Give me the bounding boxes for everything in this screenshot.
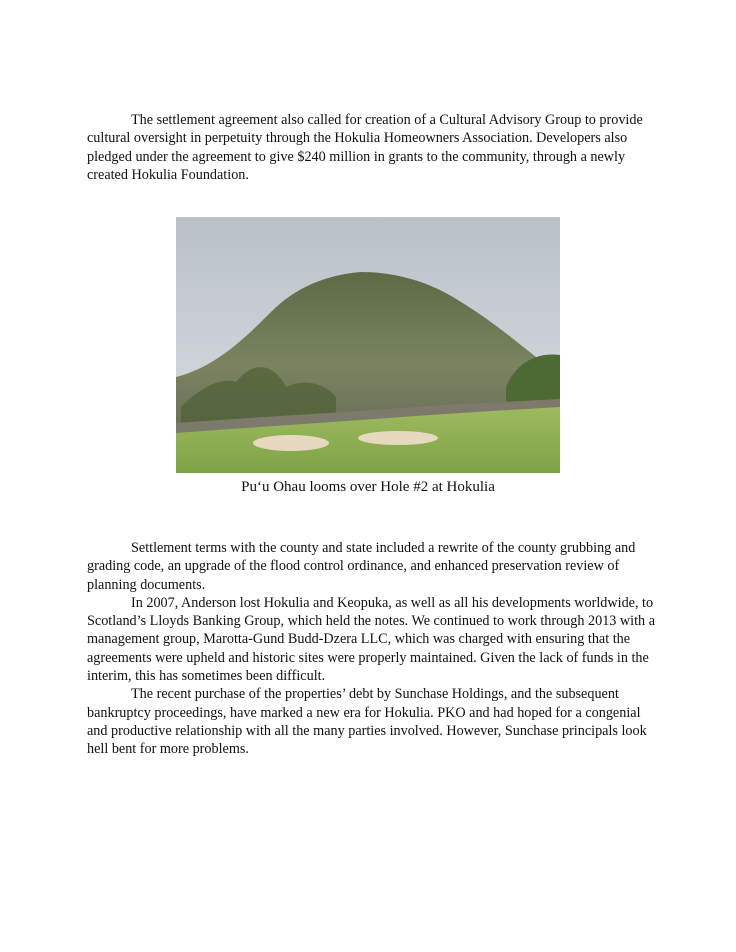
hill-golf-photo <box>176 217 560 473</box>
sand-bunker-left <box>253 435 329 451</box>
intro-text-block <box>87 111 659 184</box>
paragraph-anderson-2007: In 2007, Anderson lost Hokulia and Keopuka, as well as all his developments worldwide, to Scotland’s Lloyds Banking Group, which held the notes. We continued to work through 2013 with a management group, Marotta-Gund Budd-Dzera LLC, which was charged with ensuring that the agreements were upheld and historic sites were properly maintained. Given the lack of funds in the interim, this has sometimes been difficult. <box>87 594 655 685</box>
sand-bunker-right <box>358 431 438 445</box>
body-text-block <box>87 539 659 759</box>
paragraph-settlement-terms: Settlement terms with the county and state included a rewrite of the county grubbing and grading code, an upgrade of the flood control ordinance, and enhanced preservation review of planning documents. <box>87 540 636 593</box>
figure-caption: Pu‘u Ohau looms over Hole #2 at Hokulia <box>241 479 495 495</box>
paragraph-settlement-agreement: The settlement agreement also called for creation of a Cultural Advisory Group to provide cultural oversight in perpetuity through the Hokulia Homeowners Association. Developers also pledged under the agreement to give $240 million in grants to the community, through a newly created Hokulia Foundation. <box>87 112 643 183</box>
paragraph-sunchase: The recent purchase of the properties’ debt by Sunchase Holdings, and the subsequent bankruptcy proceedings, have marked a new era for Hokulia. PKO and had hoped for a congenial and productive relationship with all the many parties involved. However, Sunchase principals look hell bent for more problems. <box>87 686 647 758</box>
